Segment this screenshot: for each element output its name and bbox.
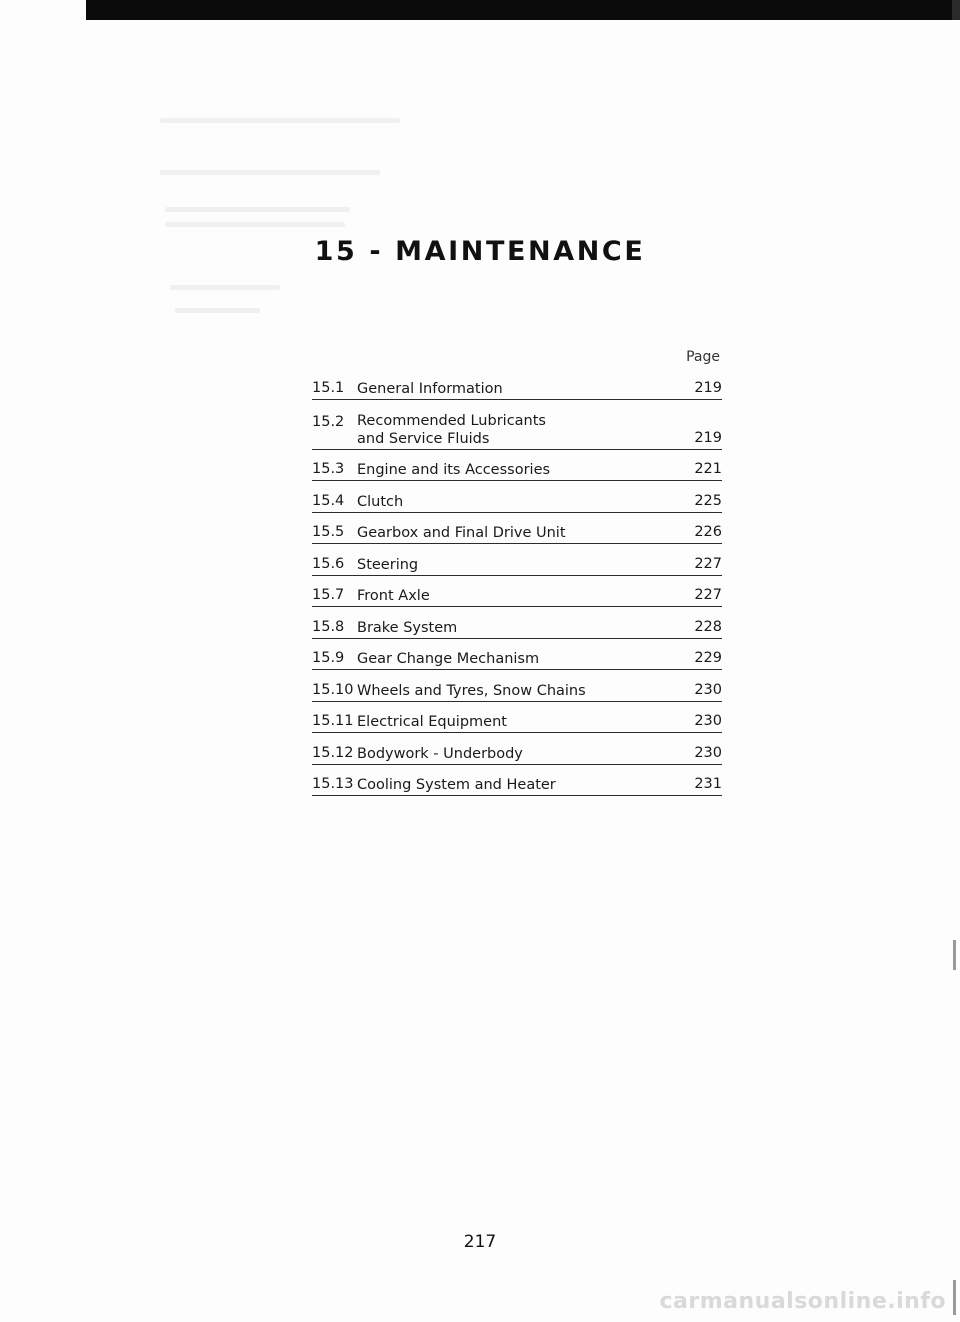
toc-entry <box>312 524 722 544</box>
scan-edge-top <box>86 0 960 20</box>
toc-entry <box>312 493 722 513</box>
toc-entry-title: Engine and its Accessories <box>357 462 551 478</box>
toc-entry-title: Steering <box>357 556 419 573</box>
toc-entry-number: 15.10 <box>312 681 354 698</box>
toc-entry-page: 230 <box>694 744 722 761</box>
toc-entry-title: Cooling System and Heater <box>357 777 556 793</box>
toc-entry-page: 225 <box>694 492 722 509</box>
toc-entry-page: 226 <box>694 524 722 540</box>
toc-entry-number: 15.6 <box>312 555 345 572</box>
scan-edge-mark <box>953 1280 956 1315</box>
bleed-through-line <box>175 308 260 313</box>
toc-entry-number: 15.7 <box>312 587 345 603</box>
toc-entry <box>312 461 722 481</box>
toc-entry <box>312 776 722 796</box>
page-number: 217 <box>463 1232 497 1252</box>
bleed-through-line <box>170 285 280 290</box>
toc-entry-title: Clutch <box>357 493 404 510</box>
toc-entry-page: 227 <box>694 555 722 572</box>
toc-entry-title: General Information <box>357 381 503 397</box>
toc-entry-page: 227 <box>694 587 722 603</box>
toc-entry-number: 15.9 <box>312 650 345 666</box>
toc-entry <box>312 682 722 702</box>
toc-entry <box>312 587 722 607</box>
toc-entry-title: Gear Change Mechanism <box>357 651 540 667</box>
toc-entry <box>312 745 722 765</box>
page-column-header: Page <box>686 349 720 365</box>
toc-entry-page: 230 <box>694 681 722 698</box>
toc-entry-number: 15.3 <box>312 461 345 477</box>
toc-entry-title: Brake System <box>357 619 458 636</box>
toc-entry-page: 228 <box>694 618 722 635</box>
toc-entry-number: 15.11 <box>312 713 354 729</box>
toc-entry-number: 15.2 <box>312 413 345 430</box>
toc-entry-title: Wheels and Tyres, Snow Chains <box>357 682 586 699</box>
toc-entry <box>312 556 722 576</box>
toc-entry-page: 231 <box>694 776 722 792</box>
toc-entry-title: Electrical Equipment <box>357 714 507 730</box>
chapter-title: 15 - MAINTENANCE <box>314 236 646 267</box>
toc-entry-page: 221 <box>694 461 722 477</box>
toc-entry-number: 15.12 <box>312 744 354 761</box>
toc-entry-number: 15.1 <box>312 380 345 396</box>
toc-entry-page: 219 <box>694 380 722 396</box>
toc-entry-title: Gearbox and Final Drive Unit <box>357 525 566 541</box>
toc-entry <box>312 713 722 733</box>
toc-entry-page: 230 <box>694 713 722 729</box>
toc-entry <box>312 380 722 400</box>
table-of-contents <box>312 380 722 808</box>
watermark: carmanualsonline.info <box>659 1289 946 1314</box>
toc-entry-number: 15.4 <box>312 492 345 509</box>
toc-entry-page: 219 <box>694 429 722 446</box>
toc-entry-title: Bodywork - Underbody <box>357 745 523 762</box>
toc-entry-title: Recommended Lubricants and Service Fluids <box>357 412 546 447</box>
toc-entry <box>312 412 722 450</box>
scan-edge-mark <box>953 940 956 970</box>
toc-entry-page: 229 <box>694 650 722 666</box>
bleed-through-line <box>160 170 380 175</box>
toc-entry <box>312 619 722 639</box>
toc-entry-number: 15.8 <box>312 618 345 635</box>
toc-entry-title: Front Axle <box>357 588 430 604</box>
toc-entry-number: 15.5 <box>312 524 345 540</box>
toc-entry <box>312 650 722 670</box>
bleed-through-line <box>165 222 345 227</box>
bleed-through-line <box>160 118 400 123</box>
toc-entry-number: 15.13 <box>312 776 354 792</box>
bleed-through-line <box>165 207 350 212</box>
